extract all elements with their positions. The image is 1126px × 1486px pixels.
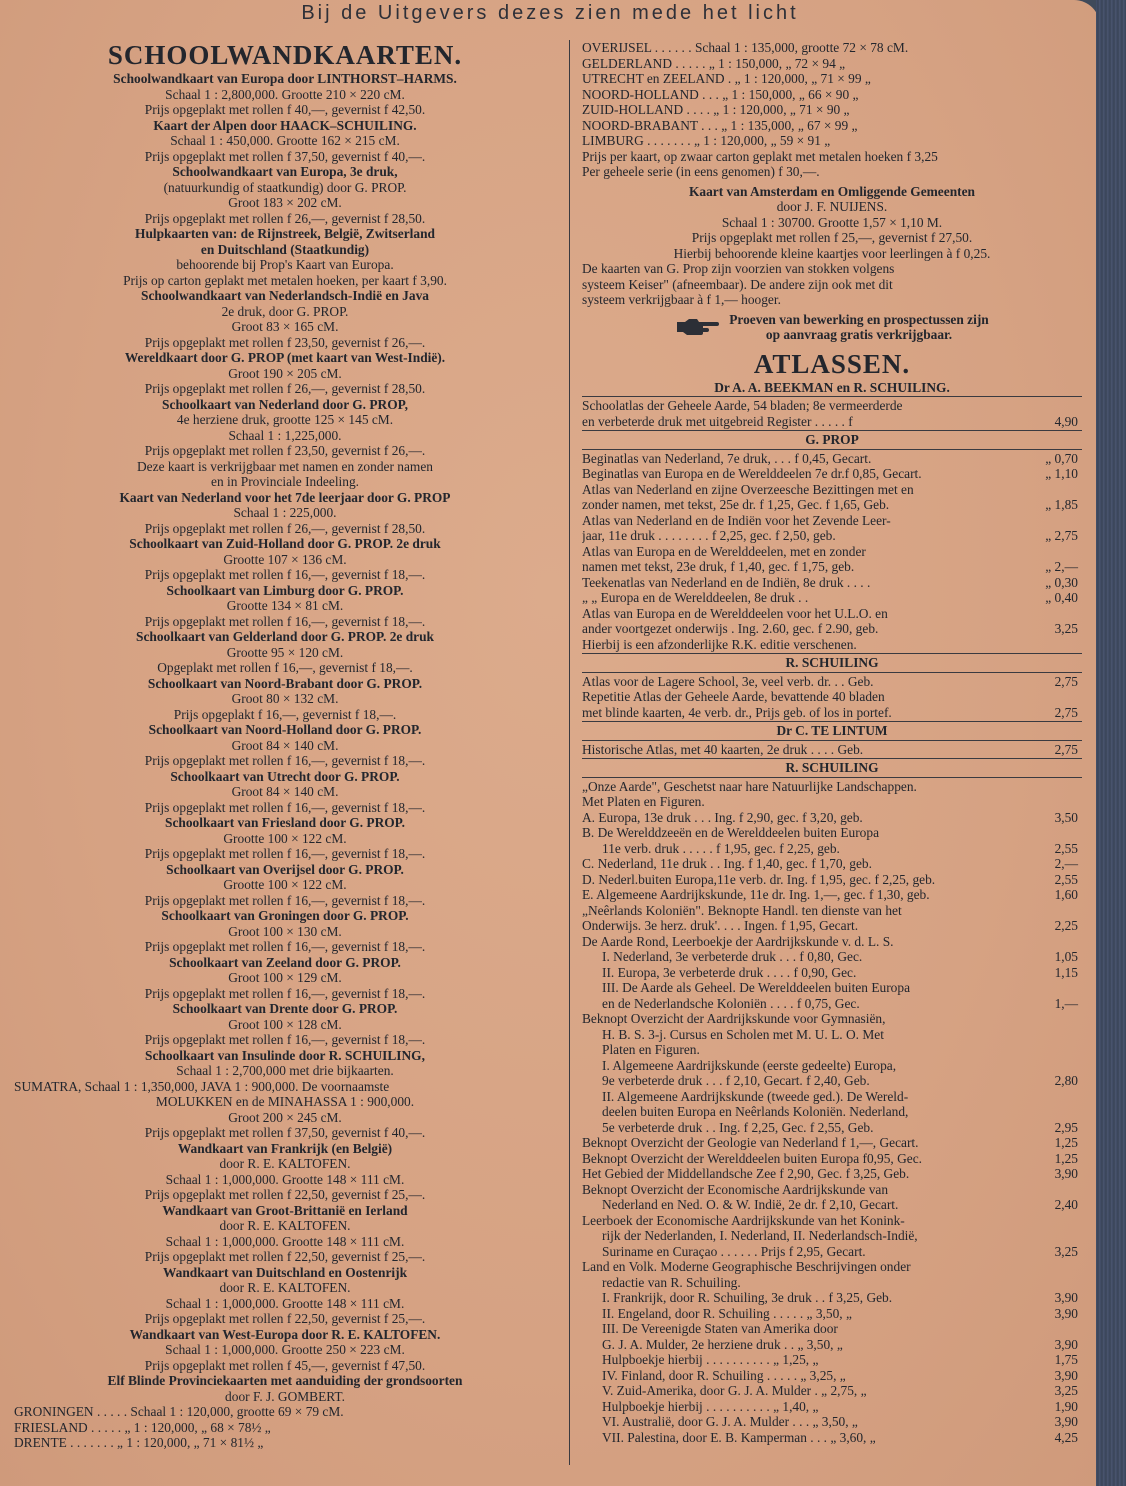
entry-line: Groot 80 × 132 cM. (231, 691, 339, 706)
price-row-amount: „ 2,75 (1045, 528, 1078, 543)
entry-heading: Schoolkaart van Utrecht door G. PROP. (170, 768, 400, 784)
price-row (582, 1027, 1082, 1043)
price-row-text: E. Algemeene Aardrijkskunde, 11e dr. Ing. 1,—, gec. f 1,30, geb. (582, 887, 930, 902)
entry-line: Schaal 1 : 1,000,000. Grootte 250 × 223 cM. (165, 1342, 405, 1357)
price-row-text: Hulpboekje hierbij . . . . . . . . . . „ 1,40, „ (602, 1398, 819, 1414)
price-row-text: Beginatlas van Europa en de Werelddeelen 7e dr.f 0,85, Gecart. (582, 466, 922, 481)
price-row-text: Land en Volk. Moderne Geographische Beschrijvingen onder (582, 1259, 911, 1274)
price-row (582, 1228, 1082, 1244)
price-row (582, 934, 1082, 950)
price-row-amount: 3,25 (1054, 1243, 1078, 1259)
price-row-text: Het Gebied der Middellandsche Zee f 2,90, Gec. f 3,25, Geb. (582, 1166, 910, 1181)
price-row (582, 980, 1082, 996)
entry-heading: Schoolkaart van Groningen door G. PROP. (161, 908, 409, 923)
rule-line (582, 758, 1082, 759)
price-row-amount: 2,25 (1054, 918, 1078, 933)
entry-line: Opgeplakt met rollen f 16,—, gevernist f 18,—. (157, 660, 413, 675)
entry-line: Prijs opgeplakt met rollen f 40,—, gevernist f 42,50. (144, 102, 426, 117)
price-row (582, 996, 1082, 1012)
price-row-amount: 2,95 (1054, 1119, 1078, 1135)
pointing-hand-icon (675, 316, 719, 338)
entry-heading: Elf Blinde Provinciekaarten met aanduiding der grondsoorten (107, 1373, 463, 1388)
entry-line: Prijs opgeplakt met rollen f 37,50, gevernist f 40,—. (144, 148, 426, 164)
price-row-amount: „ 0,30 (1045, 574, 1078, 590)
price-row (582, 1275, 1082, 1291)
entry-line: Schaal 1 : 450,000. Grootte 162 × 215 cM. (170, 133, 400, 148)
page-header: Bij de Uitgevers dezes zien mede het licht (301, 2, 799, 24)
price-row-amount: 1,15 (1054, 964, 1078, 980)
provincial-maps-list (582, 40, 1082, 308)
price-row-text: Atlas van Nederland en zijne Overzeesche Bezittingen met en (582, 481, 914, 497)
price-row (582, 1352, 1082, 1368)
price-row-text: redactie van R. Schuiling. (602, 1274, 741, 1290)
price-row (582, 918, 1082, 934)
price-row (582, 590, 1082, 606)
price-row-text: III. De Vereenigde Staten van Amerika door (602, 1321, 838, 1336)
price-row (582, 949, 1082, 965)
price-row-text: Beginatlas van Nederland, 7e druk, . . . f 0,45, Gecart. (582, 450, 872, 466)
price-row (582, 1337, 1082, 1353)
entry-heading: SCHOOLWANDKAARTEN. (107, 40, 463, 70)
entry-line: Prijs opgeplakt met rollen f 26,—, gevernist f 28,50. (144, 520, 426, 536)
price-row-amount: 2,40 (1054, 1197, 1078, 1212)
price-row-text: Nederland en Ned. O. & W. Indië, 2e dr. f 2,10, Gecart. (602, 1197, 899, 1212)
entry-line: GRONINGEN . . . . . Schaal 1 : 120,000, grootte 69 × 79 cM. (14, 1404, 344, 1419)
price-row-text: 9e verbeterde druk . . . f 2,10, Gecart. f 2,40, Geb. (602, 1073, 870, 1088)
entry-heading: Schoolkaart van Limburg door G. PROP. (166, 582, 404, 598)
price-row-amount: 3,90 (1054, 1336, 1078, 1352)
price-row (582, 544, 1082, 560)
price-row (582, 1151, 1082, 1167)
entry-line: behoorende bij Prop's Kaart van Europa. (176, 257, 394, 272)
price-row (582, 779, 1082, 795)
price-row-amount: 3,25 (1054, 1383, 1078, 1398)
entry-heading: Wandkaart van Frankrijk (en België) (177, 1140, 393, 1156)
section-heading: G. PROP (805, 432, 859, 447)
price-row (582, 1166, 1082, 1182)
price-row-text: G. J. A. Mulder, 2e herziene druk . . „ 3,50, „ (602, 1336, 843, 1352)
price-row (582, 705, 1082, 721)
rule-line (582, 396, 1082, 397)
price-row-text: ander voortgezet onderwijs . Ing. 2.60, gec. f 2.90, geb. (582, 621, 879, 636)
entry-line: Schaal 1 : 30700. Grootte 1,57 × 1,10 M. (721, 214, 943, 230)
entry-heading: Schoolkaart van Overijsel door G. PROP. (166, 861, 404, 877)
price-row-amount: „ 0,70 (1045, 450, 1078, 466)
price-row (582, 1414, 1082, 1430)
price-row-text: De Aarde Rond, Leerboekje der Aardrijkskunde v. d. L. S. (582, 933, 894, 949)
entry-line: Schaal 1 : 2,700,000 met drie bijkaarten. (176, 1063, 394, 1078)
price-row-amount: 2,— (1054, 856, 1078, 871)
atlas-list (582, 380, 1082, 1446)
price-row (582, 1135, 1082, 1151)
price-row (582, 742, 1082, 758)
rule-line (582, 740, 1082, 741)
rule-line (582, 672, 1082, 673)
price-row-amount: 2,75 (1054, 741, 1078, 757)
entry-line: Grootte 100 × 122 cM. (223, 830, 347, 846)
entry-line: (natuurkundig of staatkundig) door G. PROP. (163, 179, 407, 195)
price-row (582, 810, 1082, 826)
price-row-text: Atlas van Europa en de Werelddeelen voor het U.L.O. en (582, 605, 888, 621)
entry-line: SUMATRA, Schaal 1 : 1,350,000, JAVA 1 : 900,000. De voornaamste (14, 1078, 390, 1094)
price-row-text: deelen buiten Europa en Neêrlands Koloniën. Nederland, (602, 1104, 909, 1119)
entry-line: NOORD-BRABANT . . . „ 1 : 135,000, „ 67 × 99 „ (582, 117, 858, 133)
price-row-text: Teekenatlas van Nederland en de Indiën, 8e druk . . . . (582, 574, 871, 590)
entry-line: Prijs opgeplakt met rollen f 22,50, gevernist f 25,—. (144, 1187, 426, 1202)
price-row-text: V. Zuid-Amerika, door G. J. A. Mulder . „ 2,75, „ (602, 1383, 867, 1398)
entry-line: LIMBURG . . . . . . . „ 1 : 120,000, „ 59 × 91 „ (582, 133, 831, 148)
price-row-amount: 1,60 (1054, 887, 1078, 902)
price-row (582, 575, 1082, 591)
notice-line-2: op aanvraag gratis verkrijgbaar. (765, 327, 953, 342)
price-row-text: C. Nederland, 11e druk . . Ing. f 1,40, gec. f 1,70, geb. (582, 856, 872, 871)
entry-line: Groot 83 × 165 cM. (231, 319, 339, 334)
price-row (582, 621, 1082, 637)
price-row-amount: 3,90 (1054, 1166, 1078, 1181)
price-row (582, 1213, 1082, 1229)
entry-line: Prijs per kaart, op zwaar carton geplakt met metalen hoeken f 3,25 (582, 148, 938, 164)
entry-line: Prijs opgeplakt met rollen f 16,—, gevernist f 18,—. (144, 846, 426, 861)
entry-heading: Schoolkaart van Zuid-Holland door G. PROP. 2e druk (129, 536, 441, 551)
price-row (582, 1383, 1082, 1399)
price-row-amount: 3,90 (1054, 1367, 1078, 1383)
entry-line: Prijs op carton geplakt met metalen hoeken, per kaart f 3,90. (123, 272, 447, 288)
entry-heading: Wereldkaart door G. PROP (met kaart van West-Indië). (124, 350, 446, 365)
book-spine (1096, 0, 1126, 1486)
entry-line: systeem verkrijgbaar à f 1,— hooger. (582, 292, 781, 307)
price-row-amount: 1,90 (1054, 1398, 1078, 1414)
price-row (582, 841, 1082, 857)
entry-heading: Schoolwandkaart van Europa door LINTHORST–HARMS. (113, 71, 457, 86)
price-row (582, 794, 1082, 810)
price-row (582, 872, 1082, 888)
price-row (582, 1058, 1082, 1074)
price-row (582, 1042, 1082, 1058)
entry-line: door R. E. KALTOFEN. (219, 1156, 351, 1171)
price-row (582, 606, 1082, 622)
rule-line (582, 449, 1082, 450)
entry-line: Prijs opgeplakt met rollen f 37,50, gevernist f 40,—. (144, 1125, 426, 1140)
price-row-text: en de Nederlandsche Koloniën . . . . f 0,75, Gec. (602, 995, 860, 1011)
section-heading: Dr A. A. BEEKMAN en R. SCHUILING. (714, 379, 950, 395)
price-row-text: Platen en Figuren. (602, 1042, 700, 1057)
entry-line: Per geheele serie (in eens genomen) f 30,—. (582, 164, 820, 179)
price-row-amount: 1,05 (1054, 949, 1078, 964)
price-row (582, 1197, 1082, 1213)
price-row-amount: „ 1,85 (1045, 497, 1078, 512)
price-row (582, 887, 1082, 903)
section-heading: R. SCHUILING (785, 760, 879, 775)
price-row-text: II. Europa, 3e verbeterde druk . . . . f 0,90, Gec. (602, 964, 857, 980)
price-row-amount: „ 1,10 (1045, 466, 1078, 481)
entry-line: Groot 100 × 129 cM. (228, 970, 342, 985)
price-row-text: jaar, 11e druk . . . . . . . . f 2,25, gec. f 2,50, geb. (582, 528, 836, 543)
price-row (582, 1368, 1082, 1384)
entry-line: MOLUKKEN en de MINAHASSA 1 : 900,000. (155, 1094, 415, 1109)
notice-line-1: Proeven van bewerking en prospectussen zijn (729, 311, 989, 327)
price-row (582, 513, 1082, 529)
price-row-text: namen met tekst, 23e druk, f 1,40, gec. f 1,75, geb. (582, 559, 855, 574)
entry-line: Prijs opgeplakt met rollen f 16,—, gevernist f 18,—. (144, 939, 426, 954)
price-row (582, 825, 1082, 841)
price-row-text: Schoolatlas der Geheele Aarde, 54 bladen; 8e vermeerderde (582, 398, 903, 413)
entry-line: UTRECHT en ZEELAND . „ 1 : 120,000, „ 71 × 99 „ (582, 71, 871, 86)
entry-line: ZUID-HOLLAND . . . . „ 1 : 120,000, „ 71 × 90 „ (582, 102, 850, 117)
entry-heading: Schoolkaart van Nederland door G. PROP, (162, 396, 408, 412)
price-row-amount: 3,90 (1054, 1305, 1078, 1321)
price-row-amount: 1,25 (1054, 1135, 1078, 1150)
entry-line: De kaarten van G. Prop zijn voorzien van stokken volgens (582, 261, 895, 276)
price-row-text: met blinde kaarten, 4e verb. dr., Prijs geb. of los in portef. (582, 704, 892, 720)
entry-line: Schaal 1 : 2,800,000. Grootte 210 × 220 cM. (165, 86, 405, 102)
price-row (582, 1259, 1082, 1275)
entry-heading: Schoolkaart van Noord-Brabant door G. PROP. (147, 675, 423, 691)
price-row-text: 11e verb. druk . . . . . f 1,95, gec. f 2,25, geb. (602, 840, 840, 856)
price-row-amount: 3,90 (1054, 1414, 1078, 1429)
price-row-text: Hierbij is een afzonderlijke R.K. editie verschenen. (582, 636, 857, 652)
price-row (582, 1104, 1082, 1120)
price-row-amount: 3,50 (1054, 809, 1078, 825)
entry-line: NOORD-HOLLAND . . . „ 1 : 150,000, „ 66 × 90 „ (582, 86, 859, 102)
entry-line: Schaal 1 : 225,000. (233, 505, 337, 520)
price-row (582, 1120, 1082, 1136)
price-row (582, 1290, 1082, 1306)
entry-line: systeem Keiser" (afneembaar). De andere zijn ook met dit (582, 276, 893, 292)
rule-line (582, 721, 1082, 722)
price-row (582, 1073, 1082, 1089)
entry-heading: Schoolkaart van Friesland door G. PROP. (165, 815, 405, 830)
entry-line: 4e herziene druk, grootte 125 × 145 cM. (176, 412, 394, 427)
price-row (582, 1430, 1082, 1446)
entry-line: DRENTE . . . . . . . „ 1 : 120,000, „ 71 × 81½ „ (14, 1435, 264, 1450)
price-row-text: A. Europa, 13e druk . . . Ing. f 2,90, gec. f 3,20, geb. (582, 809, 863, 825)
entry-line: Prijs opgeplakt met rollen f 16,—, gevernist f 18,—. (144, 799, 426, 815)
price-row-text: Leerboek der Economische Aardrijkskunde van het Konink- (582, 1212, 905, 1228)
atlassen-title: ATLASSEN. (753, 348, 911, 379)
entry-line: Schaal 1 : 1,000,000. Grootte 148 × 111 cM. (165, 1295, 405, 1311)
price-row-amount: 1,25 (1054, 1150, 1078, 1166)
entry-line: Prijs opgeplakt met rollen f 25,—, gevernist f 27,50. (691, 230, 973, 245)
entry-line: Prijs opgeplakt met rollen f 22,50, gevernist f 25,—. (144, 1249, 426, 1264)
price-row-text: I. Frankrijk, door R. Schuiling, 3e druk . . f 3,25, Geb. (602, 1290, 893, 1305)
entry-line: Deze kaart is verkrijgbaar met namen en zonder namen (137, 458, 433, 474)
price-row-amount: 3,90 (1054, 1290, 1078, 1305)
entry-line: 2e druk, door G. PROP. (221, 303, 349, 319)
price-row-amount: 2,75 (1054, 673, 1078, 689)
right-column (582, 40, 1082, 1445)
price-row (582, 637, 1082, 653)
price-row-text: Beknopt Overzicht der Aardrijkskunde voor Gymnasiën, (582, 1011, 886, 1026)
price-row-text: II. Algemeene Aardrijkskunde (tweede ged.). De Wereld- (602, 1088, 909, 1104)
entry-line: Groot 100 × 130 cM. (228, 923, 342, 939)
price-row-amount: 2,80 (1054, 1073, 1078, 1088)
entry-line: Prijs opgeplakt met rollen f 22,50, gevernist f 25,—. (144, 1311, 426, 1326)
rule-line (582, 653, 1082, 654)
price-row-text: 5e verbeterde druk . . Ing. f 2,25, Gec. f 2,55, Geb. (602, 1119, 874, 1135)
entry-line: Prijs opgeplakt met rollen f 16,—, gevernist f 18,—. (144, 567, 426, 582)
price-row-amount: „ 2,— (1045, 559, 1078, 574)
entry-line: FRIESLAND . . . . . „ 1 : 120,000, „ 68 × 78½ „ (14, 1419, 271, 1435)
price-row-amount: 4,90 (1054, 413, 1078, 429)
price-row-text: Historische Atlas, met 40 kaarten, 2e druk . . . . Geb. (582, 741, 864, 757)
section-heading: R. SCHUILING (785, 655, 879, 670)
entry-line: Groot 84 × 140 cM. (231, 737, 339, 753)
rule-line (582, 777, 1082, 778)
entry-line: Prijs opgeplakt met rollen f 26,—, gevernist f 28,50. (144, 210, 426, 226)
entry-heading: Wandkaart van West-Europa door R. E. KALTOFEN. (129, 1326, 441, 1342)
price-row (582, 1182, 1082, 1198)
price-row (582, 1399, 1082, 1415)
entry-line: Schaal 1 : 1,225,000. (228, 427, 342, 443)
price-row-text: Atlas voor de Lagere School, 3e, veel verb. dr. . . Geb. (582, 673, 874, 689)
price-row (582, 528, 1082, 544)
rule-line (582, 430, 1082, 431)
entry-line: Prijs opgeplakt met rollen f 23,50, gevernist f 26,—. (144, 443, 426, 458)
entry-line: door R. E. KALTOFEN. (219, 1280, 351, 1295)
price-row-amount: 3,25 (1054, 621, 1078, 636)
price-row-amount: 4,25 (1054, 1429, 1078, 1445)
entry-line: door F. J. GOMBERT. (225, 1388, 345, 1404)
price-row-amount: 1,— (1054, 995, 1078, 1011)
price-row-amount: 2,55 (1054, 871, 1078, 887)
price-row-text: VI. Australië, door G. J. A. Mulder . . . „ 3,50, „ (602, 1414, 858, 1429)
price-row (582, 856, 1082, 872)
price-row (582, 398, 1082, 414)
entry-heading: Kaart der Alpen door HAACK–SCHUILING. (153, 117, 417, 133)
price-row (582, 1089, 1082, 1105)
entry-heading: Schoolkaart van Zeeland door G. PROP. (169, 954, 401, 970)
price-row-text: „Neêrlands Koloniën". Beknopte Handl. ten dienste van het (582, 902, 902, 918)
entry-heading: Schoolwandkaart van Nederlandsch-Indië en Java (141, 288, 429, 303)
price-row-text: Met Platen en Figuren. (582, 794, 705, 809)
entry-line: door R. E. KALTOFEN. (219, 1218, 351, 1233)
left-column (14, 40, 556, 1451)
section-heading: Dr C. TE LINTUM (776, 723, 888, 738)
entry-line: Grootte 107 × 136 cM. (223, 551, 347, 567)
price-row (582, 1306, 1082, 1322)
price-row-text: III. De Aarde als Geheel. De Werelddeelen buiten Europa (602, 980, 911, 995)
entry-line: Groot 183 × 202 cM. (228, 195, 342, 210)
entry-line: Prijs opgeplakt met rollen f 16,—, gevernist f 18,—. (144, 892, 426, 908)
price-row (582, 965, 1082, 981)
entry-heading: Schoolwandkaart van Europa, 3e druk, (172, 164, 398, 179)
price-row-text: en verbeterde druk met uitgebreid Register . . . . . f (582, 413, 853, 429)
price-row (582, 1321, 1082, 1337)
entry-line: Prijs opgeplakt f 16,—, gevernist f 18,—. (173, 706, 397, 722)
price-row-text: II. Engeland, door R. Schuiling . . . . . „ 3,50, „ (602, 1305, 852, 1321)
price-row-text: I. Nederland, 3e verbeterde druk . . . f 0,80, Gec. (602, 949, 863, 964)
entry-line: Groot 100 × 128 cM. (228, 1016, 342, 1032)
entry-heading: Schoolkaart van Gelderland door G. PROP. 2e druk (136, 629, 434, 644)
entry-line: Prijs opgeplakt met rollen f 26,—, gevernist f 28,50. (144, 381, 426, 396)
entry-line: Prijs opgeplakt met rollen f 16,—, gevernist f 18,—. (144, 1032, 426, 1047)
price-row-text: H. B. S. 3-j. Cursus en Scholen met M. U. L. O. Met (602, 1026, 884, 1042)
entry-heading: Kaart van Nederland voor het 7de leerjaar door G. PROP (119, 489, 451, 505)
price-row-text: B. De Werelddzeeën en de Werelddeelen buiten Europa (582, 825, 880, 840)
price-row-text: IV. Finland, door R. Schuiling . . . . . „ 3,25, „ (602, 1367, 846, 1383)
entry-line: en in Provinciale Indeeling. (211, 474, 359, 489)
price-row-text: Onderwijs. 3e herz. druk'. . . . Ingen. f 1,95, Gecart. (582, 918, 859, 933)
price-row-text: Beknopt Overzicht der Werelddeelen buiten Europa f0,95, Gec. (582, 1150, 923, 1166)
price-row-text: Repetitie Atlas der Geheele Aarde, bevattende 40 bladen (582, 689, 885, 704)
price-row-text: Atlas van Nederland en de Indiën voor het Zevende Leer- (582, 512, 891, 528)
price-row-text: Atlas van Europa en de Werelddeelen, met en zonder (582, 543, 866, 559)
price-row-amount: 1,75 (1054, 1352, 1078, 1367)
entry-line: Hierbij behoorende kleine kaartjes voor leerlingen à f 0,25. (673, 245, 991, 261)
entry-heading: Schoolkaart van Insulinde door R. SCHUILING, (145, 1047, 425, 1063)
entry-line: OVERIJSEL . . . . . . Schaal 1 : 135,000, grootte 72 × 78 cM. (582, 40, 909, 55)
entry-line: Grootte 95 × 120 cM. (226, 644, 344, 660)
entry-line: Grootte 100 × 122 cM. (223, 877, 347, 892)
price-row (582, 674, 1082, 690)
price-row-amount: „ 0,40 (1045, 590, 1078, 605)
price-row (582, 497, 1082, 513)
entry-heading: en Duitschland (Staatkundig) (200, 241, 370, 257)
price-row (582, 559, 1082, 575)
entry-line: Grootte 134 × 81 cM. (226, 598, 344, 613)
price-row-text: rijk der Nederlanden, I. Nederland, II. Nederlandsch-Indië, (602, 1228, 918, 1243)
price-row-text: VII. Palestina, door E. B. Kamperman . . . „ 3,60, „ (602, 1429, 876, 1445)
entry-line: Prijs opgeplakt met rollen f 45,—, gevernist f 47,50. (144, 1357, 426, 1373)
entry-heading: Schoolkaart van Drente door G. PROP. (172, 1001, 398, 1016)
price-row-amount: 2,75 (1054, 704, 1078, 720)
price-row-text: Suriname en Curaçao . . . . . . Prijs f 2,95, Gecart. (602, 1243, 866, 1259)
entry-heading: Wandkaart van Groot-Brittanië en Ierland (162, 1202, 408, 1218)
price-row-text: zonder namen, met tekst, 25e dr. f 1,25, Gec. f 1,65, Geb. (582, 497, 890, 512)
price-row-text: Hulpboekje hierbij . . . . . . . . . . „ 1,25, „ (602, 1352, 819, 1367)
price-row (582, 451, 1082, 467)
price-row-text: Beknopt Overzicht der Economische Aardrijkskunde van (582, 1181, 889, 1197)
price-row-text: „Onze Aarde", Geschetst naar hare Natuurlijke Landschappen. (582, 778, 917, 794)
price-row (582, 689, 1082, 705)
price-row-amount: 2,55 (1054, 840, 1078, 856)
entry-line: Groot 200 × 245 cM. (228, 1109, 342, 1125)
price-row (582, 414, 1082, 430)
price-row-text: Beknopt Overzicht der Geologie van Nederland f 1,—, Gecart. (582, 1135, 919, 1150)
entry-line: Groot 84 × 140 cM. (231, 784, 339, 799)
entry-line: Schaal 1 : 1,000,000. Grootte 148 × 111 cM. (165, 1233, 405, 1249)
entry-line: door J. F. NUIJENS. (776, 199, 888, 214)
price-row (582, 1011, 1082, 1027)
entry-line: Prijs opgeplakt met rollen f 16,—, gevernist f 18,—. (144, 985, 426, 1001)
entry-line: GELDERLAND . . . . . „ 1 : 150,000, „ 72 × 94 „ (582, 55, 846, 71)
entry-heading: Wandkaart van Duitschland en Oostenrijk (162, 1264, 408, 1280)
price-row (582, 482, 1082, 498)
entry-line: Prijs opgeplakt met rollen f 16,—, gevernist f 18,—. (144, 613, 426, 629)
price-row (582, 903, 1082, 919)
entry-line: Schaal 1 : 1,000,000. Grootte 148 × 111 cM. (165, 1171, 405, 1187)
entry-heading: Schoolkaart van Noord-Holland door G. PROP. (148, 722, 422, 737)
entry-heading: Kaart van Amsterdam en Omliggende Gemeenten (689, 183, 975, 199)
entry-line: Prijs opgeplakt met rollen f 23,50, gevernist f 26,—. (144, 334, 426, 350)
price-row-text: „ „ Europa en de Werelddeelen, 8e druk . . (582, 590, 809, 605)
price-row (582, 1244, 1082, 1260)
entry-line: Groot 190 × 205 cM. (228, 365, 342, 381)
column-divider (569, 40, 570, 1465)
price-row-text: I. Algemeene Aardrijkskunde (eerste gedeelte) Europa, (602, 1057, 897, 1073)
entry-heading: Hulpkaarten van: de Rijnstreek, België, Zwitserland (135, 226, 435, 241)
price-row (582, 466, 1082, 482)
price-row-text: D. Nederl.buiten Europa,11e verb. dr. Ing. f 1,95, gec. f 2,25, geb. (582, 871, 936, 887)
pointing-hand-notice (582, 312, 1082, 343)
entry-line: Prijs opgeplakt met rollen f 16,—, gevernist f 18,—. (144, 753, 426, 768)
